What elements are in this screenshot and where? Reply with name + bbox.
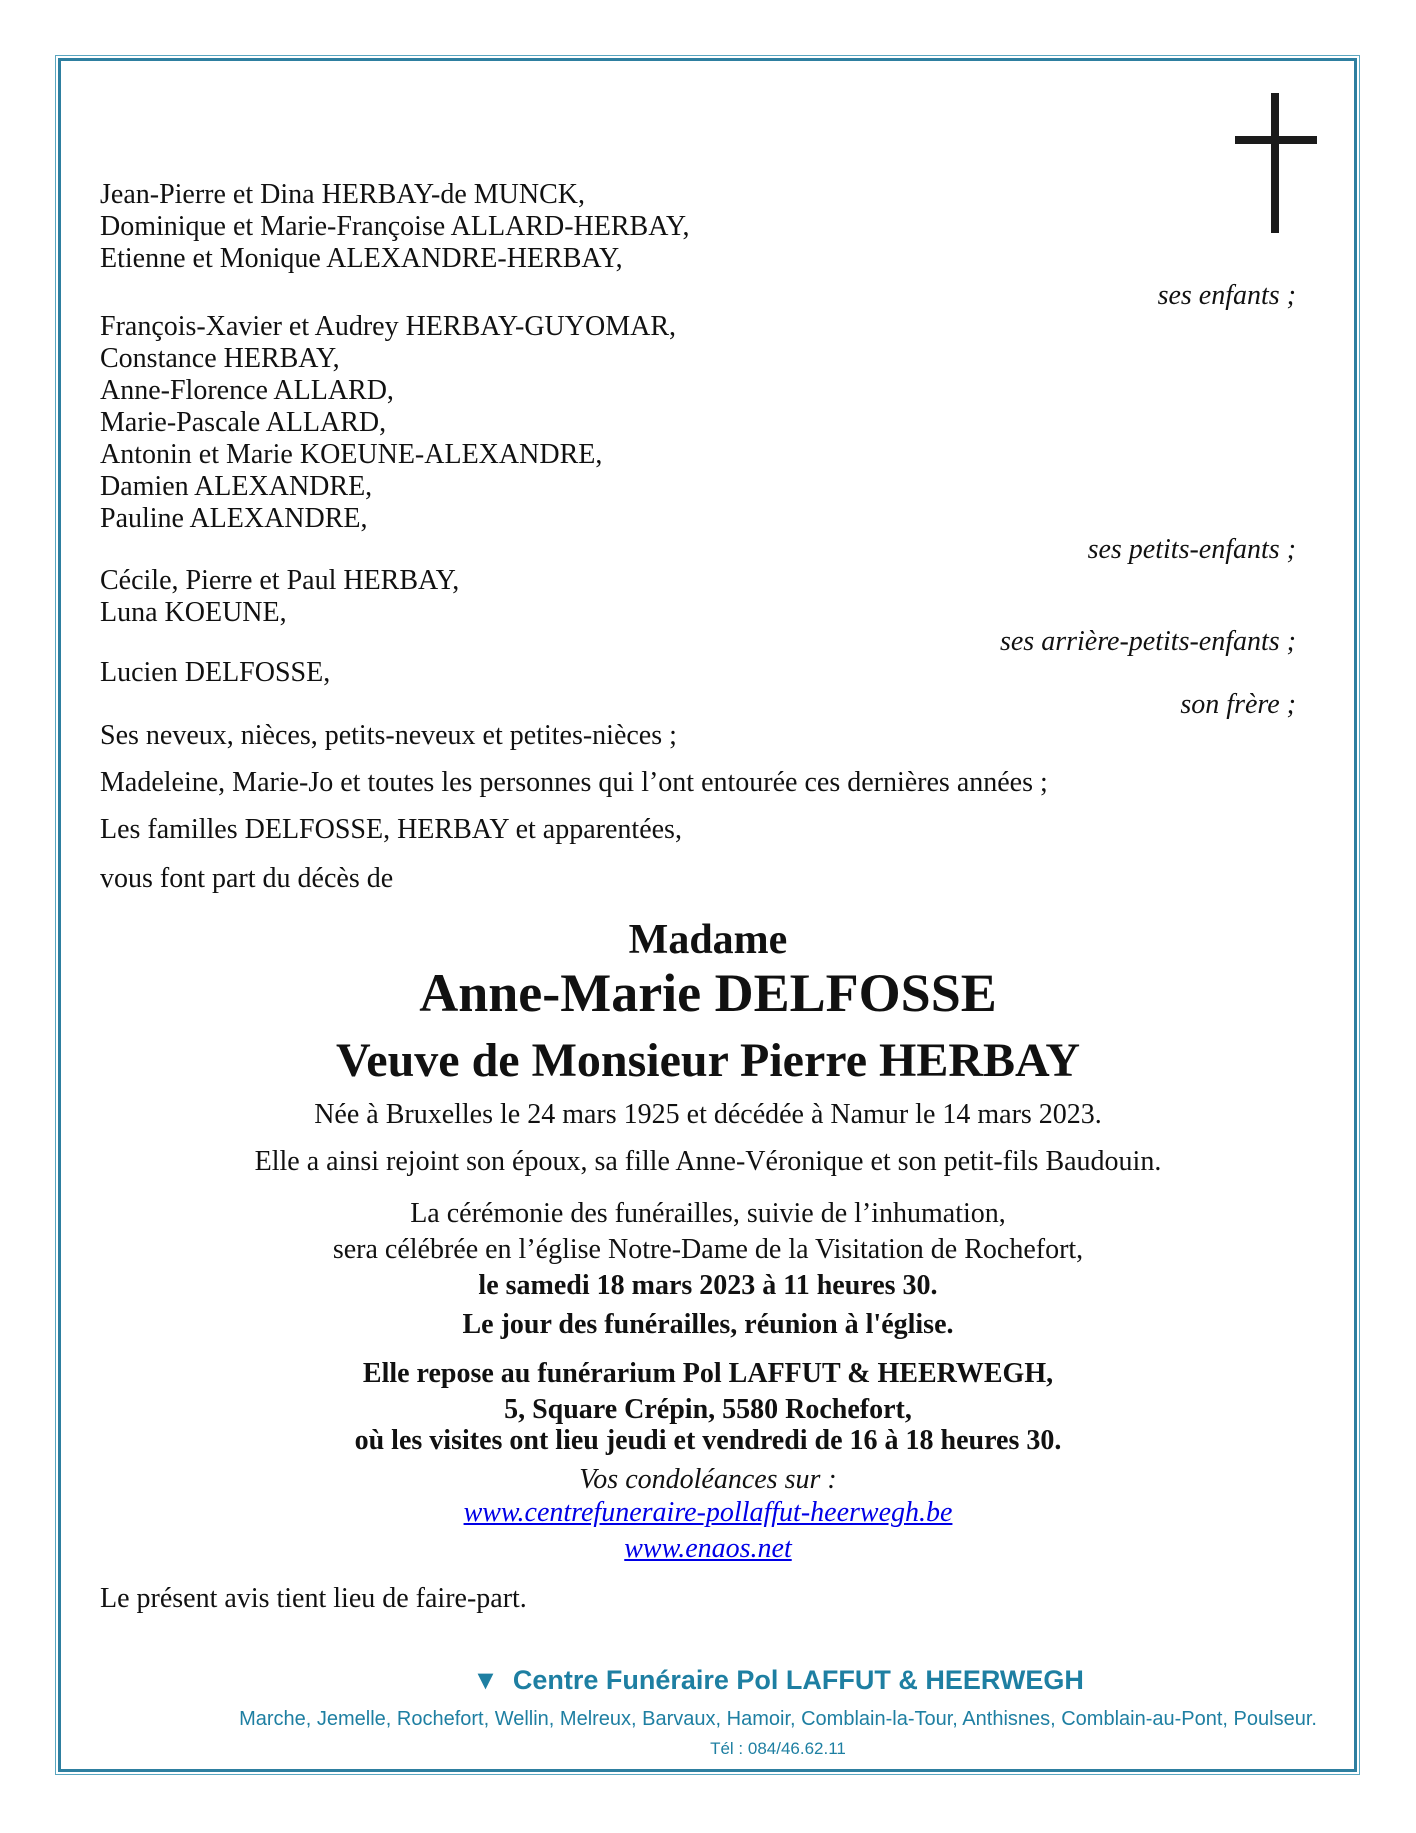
grandchild-name: Antonin et Marie KOEUNE-ALEXANDRE, <box>100 439 603 470</box>
condolences-link-enaos[interactable]: www.enaos.net <box>624 1533 792 1564</box>
cross-horizontal-bar <box>1235 136 1317 144</box>
ceremony-datetime: le samedi 18 mars 2023 à 11 heures 30. <box>478 1270 938 1301</box>
brother-name: Lucien DELFOSSE, <box>100 657 331 688</box>
announce-line: vous font part du décès de <box>100 863 394 894</box>
repose-line-2: 5, Square Crépin, 5580 Rochefort, <box>504 1394 912 1425</box>
families-line: Les familles DELFOSSE, HERBAY et apparentées, <box>100 814 682 845</box>
grandchild-name: Marie-Pascale ALLARD, <box>100 407 387 438</box>
triangle-down-icon: ▼ <box>472 1665 499 1695</box>
meeting-line: Le jour des funérailles, réunion à l'église. <box>462 1309 954 1340</box>
grandchildren-names-group <box>100 311 1296 535</box>
condolences-link-funeral-home[interactable]: www.centrefuneraire-pollaffut-heerwegh.be <box>463 1497 953 1528</box>
ceremony-line-2: sera célébrée en l’église Notre-Dame de la Visitation de Rochefort, <box>332 1234 1084 1265</box>
footer-phone: Tél : 084/46.62.11 <box>710 1739 846 1758</box>
grandchild-name: Pauline ALEXANDRE, <box>100 503 368 534</box>
child-name: Jean-Pierre et Dina HERBAY-de MUNCK, <box>100 179 585 210</box>
honorific-title: Madame <box>628 917 788 963</box>
great-grandchild-name: Luna KOEUNE, <box>100 597 287 628</box>
condolences-label: Vos condoléances sur : <box>579 1464 837 1495</box>
child-name: Dominique et Marie-Françoise ALLARD-HERBAY, <box>100 211 690 242</box>
grandchild-name: François-Xavier et Audrey HERBAY-GUYOMAR, <box>100 311 677 342</box>
rejoined-line: Elle a ainsi rejoint son époux, sa fille Anne-Véronique et son petit-fils Baudouin. <box>254 1146 1162 1177</box>
condolences-link-2-row <box>0 1533 1416 1565</box>
repose-line-1: Elle repose au funérarium Pol LAFFUT & HEERWEGH, <box>362 1358 1054 1389</box>
notice-line: Le présent avis tient lieu de faire-part. <box>100 1583 527 1614</box>
birth-death-line: Née à Bruxelles le 24 mars 1925 et décédée à Namur le 14 mars 2023. <box>314 1099 1102 1130</box>
caregivers-line: Madeleine, Marie-Jo et toutes les personnes qui l’ont entourée ces dernières années ; <box>100 767 1048 798</box>
child-name: Etienne et Monique ALEXANDRE-HERBAY, <box>100 243 623 274</box>
ceremony-line-1: La cérémonie des funérailles, suivie de l’inhumation, <box>410 1198 1006 1229</box>
widow-line: Veuve de Monsieur Pierre HERBAY <box>336 1034 1080 1087</box>
grandchild-name: Constance HERBAY, <box>100 343 340 374</box>
repose-line-3: où les visites ont lieu jeudi et vendredi de 16 à 18 heures 30. <box>354 1425 1062 1456</box>
great-grandchildren-names-group <box>100 565 1296 629</box>
deceased-name: Anne-Marie DELFOSSE <box>419 963 997 1023</box>
footer-brand-line <box>140 1665 1416 1695</box>
footer-locations: Marche, Jemelle, Rochefort, Wellin, Melreux, Barvaux, Hamoir, Comblain-la-Tour, Anthisnes, Comblain-au-Pont, Poulseur. <box>239 1708 1317 1730</box>
nephews-line: Ses neveux, nièces, petits-neveux et petites-nièces ; <box>100 720 677 751</box>
condolences-link-1-row <box>0 1497 1416 1529</box>
grandchild-name: Damien ALEXANDRE, <box>100 471 373 502</box>
grandchildren-label: ses petits-enfants ; <box>1087 534 1296 565</box>
brother-label: son frère ; <box>1180 689 1296 720</box>
great-grandchild-name: Cécile, Pierre et Paul HERBAY, <box>100 565 460 596</box>
children-label: ses enfants ; <box>1157 280 1296 311</box>
great-grandchildren-label: ses arrière-petits-enfants ; <box>999 626 1296 657</box>
grandchild-name: Anne-Florence ALLARD, <box>100 375 394 406</box>
footer-brand-name: Centre Funéraire Pol LAFFUT & HEERWEGH <box>512 1665 1084 1695</box>
children-names-group <box>100 179 1296 275</box>
